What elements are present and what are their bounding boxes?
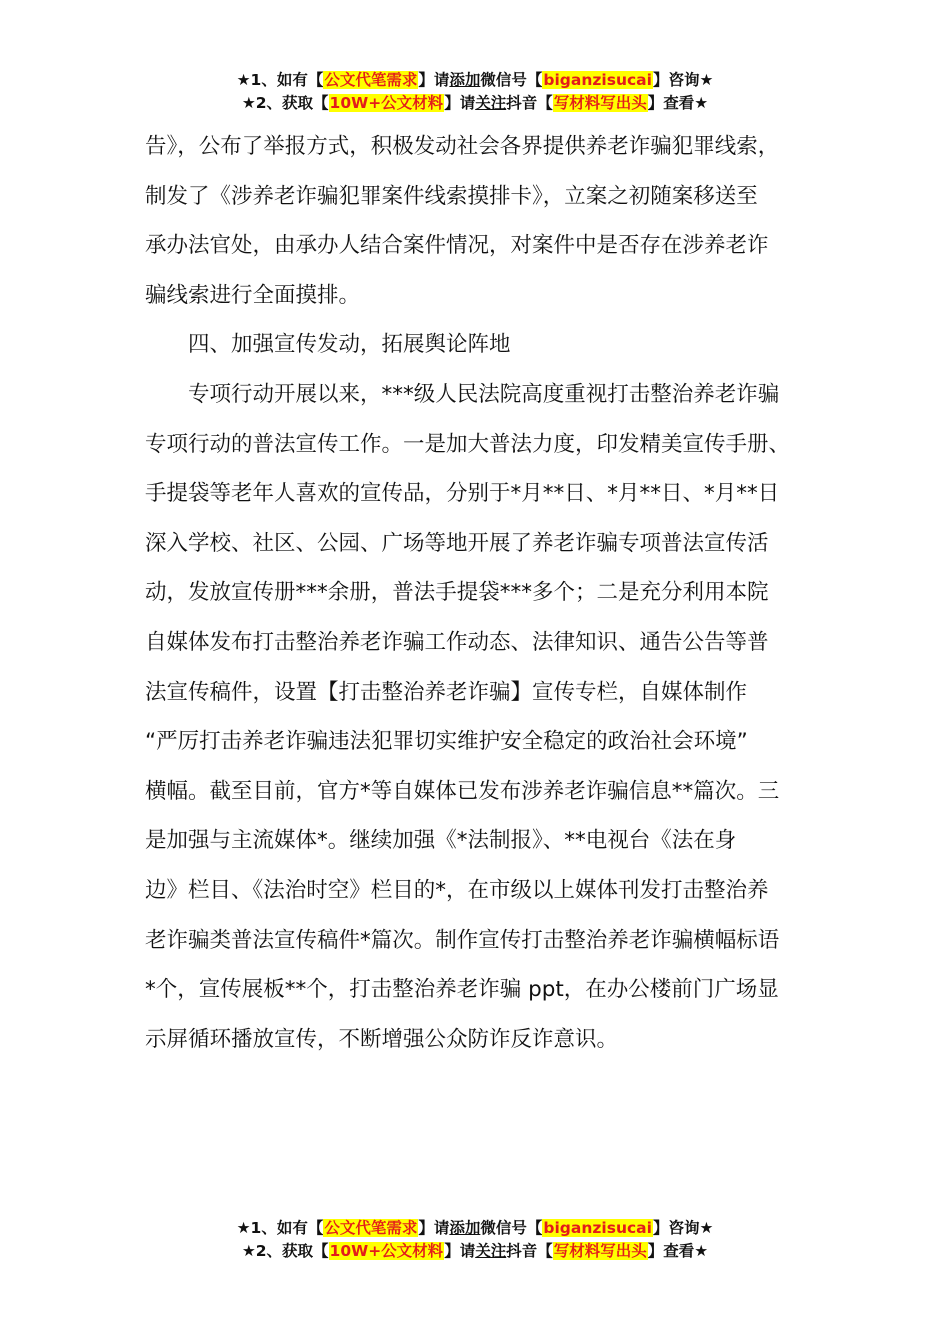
header-highlight-douyin: 写材料写出头 [553,94,647,112]
footer-line-1-suffix: 】咨询★ [652,1219,714,1237]
body-line: 动，发放宣传册***余册，普法手提袋***多个；二是充分利用本院 [145,580,769,606]
header-line-1-mid2: 微信号【 [480,71,543,89]
footer-line-1-prefix: ★1、如有【 [236,1219,324,1237]
footer-line-1-mid1: 】请 [418,1219,450,1237]
body-line: 自媒体发布打击整治养老诈骗工作动态、法律知识、通告公告等普 [145,629,769,655]
footer-line-2-suffix: 】查看★ [647,1242,709,1260]
footer-highlight-douyin: 写材料写出头 [553,1242,647,1260]
header-line-1-suffix: 】咨询★ [652,71,714,89]
body-line: 横幅。截至目前，官方*等自媒体已发布涉养老诈骗信息**篇次。三 [145,778,780,804]
body-line: 制发了《涉养老诈骗犯罪案件线索摸排卡》，立案之初随案移送至 [145,183,758,209]
footer-line-1-emph: 添加 [449,1219,481,1237]
footer-line-1-mid2: 微信号【 [480,1219,543,1237]
footer-line-2 [0,1240,950,1263]
header-line-2 [0,92,950,115]
header-line-1-prefix: ★1、如有【 [236,71,324,89]
body-line: 承办法官处，由承办人结合案件情况，对案件中是否存在涉养老诈 [145,233,769,259]
body-line: 告》，公布了举报方式，积极发动社会各界提供养老诈骗犯罪线索， [145,134,780,159]
footer-line-2-emph: 关注 [475,1242,507,1260]
header-line-1 [0,69,950,92]
body-line: “严厉打击养老诈骗违法犯罪切实维护安全稳定的政治社会环境” [145,729,748,755]
body-line: 边》栏目、《法治时空》栏目的*，在市级以上媒体刊发打击整治养 [145,877,769,903]
header-banner [0,69,950,115]
header-highlight-service: 公文代笔需求 [324,71,418,89]
section-heading: 四、加强宣传发动，拓展舆论阵地 [145,332,511,358]
body-line: 示屏循环播放宣传，不断增强公众防诈反诈意识。 [145,1026,619,1052]
header-line-2-prefix: ★2、获取【 [241,94,329,112]
footer-highlight-service: 公文代笔需求 [324,1219,418,1237]
footer-highlight-wechat: biganzisucai [543,1219,652,1237]
header-line-1-emph: 添加 [449,71,481,89]
body-line: 深入学校、社区、公园、广场等地开展了养老诈骗专项普法宣传活 [145,530,769,556]
header-highlight-wechat: biganzisucai [543,71,652,89]
body-line: *个，宣传展板**个，打击整治养老诈骗 ppt，在办公楼前门广场显 [145,977,779,1003]
body-line: 老诈骗类普法宣传稿件*篇次。制作宣传打击整治养老诈骗横幅标语 [145,927,780,953]
body-line: 是加强与主流媒体*。继续加强《*法制报》、**电视台《法在身 [145,828,737,854]
header-highlight-materials: 10W+公文材料 [329,94,444,112]
body-line: 手提袋等老年人喜欢的宣传品，分别于*月**日、*月**日、*月**日 [145,481,780,507]
body-line: 骗线索进行全面摸排。 [145,282,361,308]
header-line-2-emph: 关注 [475,94,507,112]
header-line-2-suffix: 】查看★ [647,94,709,112]
footer-highlight-materials: 10W+公文材料 [329,1242,444,1260]
header-line-2-mid1: 】请 [444,94,476,112]
footer-line-1 [0,1217,950,1240]
header-line-2-mid2: 抖音【 [506,94,553,112]
document-body [145,122,825,1064]
footer-line-2-prefix: ★2、获取【 [241,1242,329,1260]
body-line: 专项行动的普法宣传工作。一是加大普法力度，印发精美宣传手册、 [145,431,791,457]
body-line: 专项行动开展以来，***级人民法院高度重视打击整治养老诈骗 [145,381,780,407]
footer-line-2-mid1: 】请 [444,1242,476,1260]
footer-banner [0,1217,950,1263]
header-line-1-mid1: 】请 [418,71,450,89]
footer-line-2-mid2: 抖音【 [506,1242,553,1260]
body-line: 法宣传稿件，设置【打击整治养老诈骗】宣传专栏，自媒体制作 [145,679,748,705]
